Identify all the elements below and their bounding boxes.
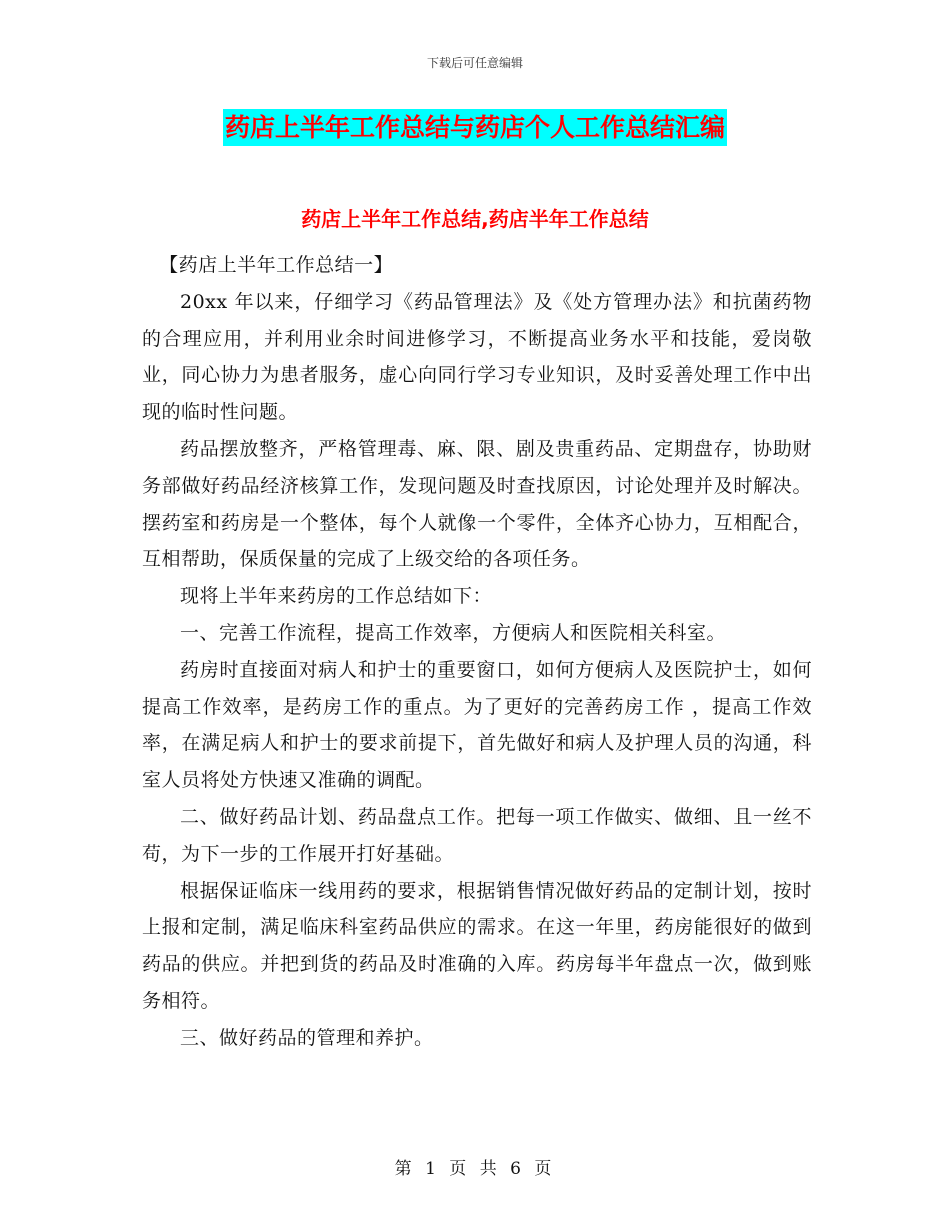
paragraph: 二、做好药品计划、药品盘点工作。把每一项工作做实、做细、且一丝不苟，为下一步的工作展开打好基础。 <box>142 805 812 865</box>
sub-title: 药店上半年工作总结,药店半年工作总结 <box>301 207 649 231</box>
paragraph: 现将上半年来药房的工作总结如下： <box>180 585 493 608</box>
page-footer: 第 1 页 共 6 页 <box>394 1159 556 1179</box>
body-text <box>142 247 812 1057</box>
paragraph: 药品摆放整齐，严格管理毒、麻、限、剧及贵重药品、定期盘存，协助财务部做好药品经济核算工作，发现问题及时查找原因，讨论处理并及时解决。摆药室和药房是一个整体，每个人就像一个零件，全体齐心协力，互相配合，互相帮助，保质保量的完成了上级交给的各项任务。 <box>142 437 812 571</box>
paragraph: 20xx 年以来，仔细学习《药品管理法》及《处方管理办法》和抗菌药物的合理应用，并利用业余时间进修学习，不断提高业务水平和技能，爱岗敬业，同心协力为患者服务，虚心向同行学习专业知识，及时妥善处理工作中出现的临时性问题。 <box>142 290 812 424</box>
header-note: 下载后可任意编辑 <box>426 56 523 70</box>
paragraph: 一、完善工作流程，提高工作效率，方便病人和医院相关科室。 <box>180 621 727 644</box>
paragraph: 三、做好药品的管理和养护。 <box>180 1026 434 1049</box>
paragraph: 药房时直接面对病人和护士的重要窗口，如何方便病人及医院护士，如何提高工作效率，是药房工作的重点。为了更好的完善药房工作 ，提高工作效率，在满足病人和护士的要求前提下，首先做好和病人及护理人员的沟通，科室人员将处方快速又准确的调配。 <box>142 658 812 792</box>
paragraph: 根据保证临床一线用药的要求，根据销售情况做好药品的定制计划，按时上报和定制，满足临床科室药品供应的需求。在这一年里，药房能很好的做到药品的供应。并把到货的药品及时准确的入库。药房每半年盘点一次，做到账务相符。 <box>142 879 812 1012</box>
section-label: 【药店上半年工作总结一】 <box>159 254 394 276</box>
main-title-text: 药店上半年工作总结与药店个人工作总结汇编 <box>223 109 727 146</box>
main-title <box>0 108 950 144</box>
